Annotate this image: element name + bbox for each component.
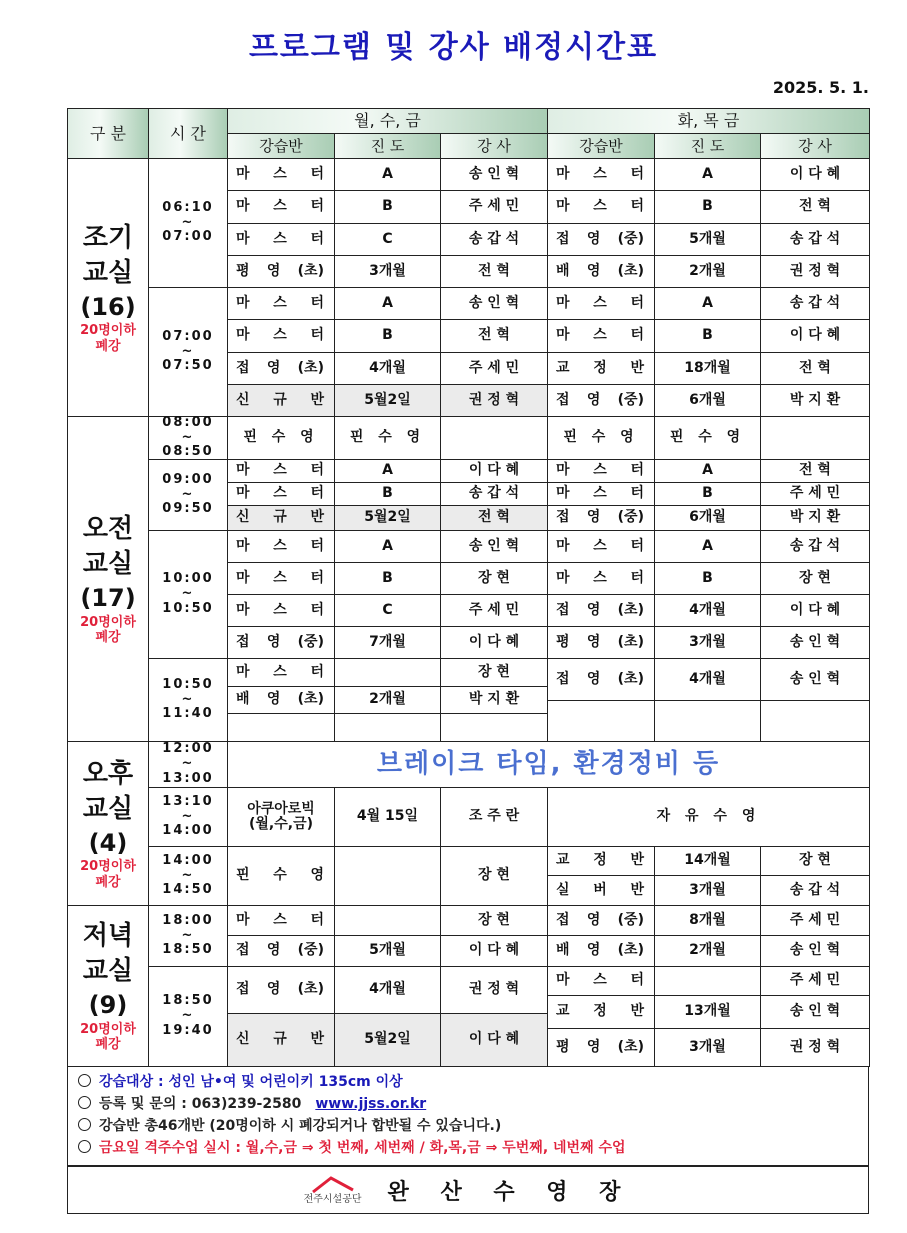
instructor: 이 다 혜: [440, 1013, 548, 1067]
class-name: 접 영 (중): [227, 935, 335, 967]
time-slot: 18:50 ~ 19:40: [148, 966, 228, 1067]
section-label: 저녁 교실 (9) 20명이하 폐강: [67, 905, 149, 1067]
instructor: 박 지 환: [440, 686, 548, 714]
progress: 3개월: [654, 626, 761, 659]
class-name: 접 영 (중): [547, 223, 655, 256]
class-name: 마 스 터: [227, 287, 335, 320]
website-link[interactable]: www.jjss.or.kr: [315, 1096, 427, 1112]
instructor: 장 현: [440, 658, 548, 687]
instructor: 이 다 혜: [440, 626, 548, 659]
class-name: 접 영 (초): [227, 352, 335, 385]
time-slot: 18:00 ~ 18:50: [148, 905, 228, 967]
class-name: 마 스 터: [547, 966, 655, 996]
instructor: 권 정 혁: [760, 1028, 870, 1067]
empty-cell: [654, 700, 761, 742]
class-name: 교 정 반: [547, 352, 655, 385]
class-name: 핀 수 영: [547, 416, 655, 460]
progress: A: [334, 530, 441, 563]
class-name: 마 스 터: [227, 562, 335, 595]
issue-date: 2025. 5. 1.: [772, 78, 869, 97]
class-name: 접 영 (초): [547, 594, 655, 627]
instructor: 송 인 혁: [760, 935, 870, 967]
class-name: 교 정 반: [547, 846, 655, 876]
section-label: 조기 교실 (16) 20명이하 폐강: [67, 158, 149, 417]
note-contact: 등록 및 문의 : 063)239-2580 www.jjss.or.kr: [78, 1093, 858, 1115]
class-name: 마 스 터: [227, 530, 335, 563]
instructor: 이 다 혜: [440, 459, 548, 483]
class-name: 마 스 터: [227, 319, 335, 353]
class-name: 평 영 (초): [547, 626, 655, 659]
progress: 4월 15일: [334, 787, 441, 847]
header-class: 강습반: [227, 133, 335, 159]
progress: 8개월: [654, 905, 761, 936]
org-logo: 전주시설공단: [304, 1176, 362, 1205]
progress: B: [334, 562, 441, 595]
class-name: 접 영 (중): [227, 626, 335, 659]
header-group-mwf: 월, 수, 금: [227, 108, 548, 134]
class-name: 접 영 (초): [227, 966, 335, 1014]
instructor: 이 다 혜: [440, 935, 548, 967]
progress: 3개월: [334, 255, 441, 288]
instructor: 송 인 혁: [440, 530, 548, 563]
instructor: [760, 416, 870, 460]
progress: A: [334, 158, 441, 191]
class-name: 마 스 터: [547, 562, 655, 595]
progress: A: [654, 287, 761, 320]
circle-bullet-icon: [78, 1096, 91, 1109]
progress: 5월2일: [334, 505, 441, 531]
header-instructor: 강 사: [760, 133, 870, 159]
class-name: 교 정 반: [547, 995, 655, 1029]
empty-cell: [334, 713, 441, 742]
header-instructor: 강 사: [440, 133, 548, 159]
class-name: 핀 수 영: [227, 846, 335, 906]
progress: [334, 846, 441, 906]
time-slot: 07:00 ~ 07:50: [148, 287, 228, 417]
progress: 3개월: [654, 875, 761, 906]
instructor: 전 혁: [440, 505, 548, 531]
header-group-ttf: 화, 목 금: [547, 108, 870, 134]
progress: 18개월: [654, 352, 761, 385]
instructor: 이 다 혜: [760, 594, 870, 627]
time-slot: 09:00 ~ 09:50: [148, 459, 228, 531]
instructor: 장 현: [760, 846, 870, 876]
progress: 4개월: [654, 658, 761, 701]
instructor: 전 혁: [760, 459, 870, 483]
progress: 2개월: [654, 255, 761, 288]
class-name: 마 스 터: [547, 319, 655, 353]
time-slot: 10:50 ~ 11:40: [148, 658, 228, 742]
progress: 6개월: [654, 505, 761, 531]
header-time: 시 간: [148, 108, 228, 159]
progress: 핀 수 영: [334, 416, 441, 460]
class-name: 신 규 반: [227, 384, 335, 417]
instructor: 전 혁: [760, 352, 870, 385]
note-target: 강습대상 : 성인 남•여 및 어린이키 135cm 이상: [78, 1071, 858, 1093]
instructor: 권 정 혁: [440, 966, 548, 1014]
instructor: 송 갑 석: [760, 223, 870, 256]
instructor: 주 세 민: [440, 594, 548, 627]
class-name: 마 스 터: [547, 482, 655, 506]
time-slot: 10:00 ~ 10:50: [148, 530, 228, 659]
progress: 14개월: [654, 846, 761, 876]
time-slot: 08:00 ~ 08:50: [148, 416, 228, 460]
section-label: 오후 교실 (4) 20명이하 폐강: [67, 741, 149, 906]
instructor: 조 주 란: [440, 787, 548, 847]
class-name: 마 스 터: [547, 530, 655, 563]
progress: 7개월: [334, 626, 441, 659]
header-progress: 진 도: [654, 133, 761, 159]
page-title: 프로그램 및 강사 배정시간표: [248, 30, 659, 65]
instructor: 장 현: [440, 905, 548, 936]
class-name: 마 스 터: [547, 287, 655, 320]
class-name: 마 스 터: [227, 482, 335, 506]
circle-bullet-icon: [78, 1074, 91, 1087]
progress: 2개월: [654, 935, 761, 967]
class-name: 핀 수 영: [227, 416, 335, 460]
progress: 4개월: [334, 966, 441, 1014]
progress: A: [334, 459, 441, 483]
progress: A: [654, 459, 761, 483]
instructor: 권 정 혁: [760, 255, 870, 288]
progress: A: [654, 158, 761, 191]
empty-cell: [227, 713, 335, 742]
empty-cell: [760, 700, 870, 742]
instructor: 주 세 민: [440, 352, 548, 385]
instructor: 박 지 환: [760, 384, 870, 417]
instructor: 송 갑 석: [440, 223, 548, 256]
progress: 5개월: [654, 223, 761, 256]
progress: B: [654, 190, 761, 224]
class-name: 접 영 (중): [547, 905, 655, 936]
instructor: 장 현: [440, 562, 548, 595]
instructor: 송 갑 석: [760, 530, 870, 563]
class-name: 신 규 반: [227, 1013, 335, 1067]
break-time: 브레이크 타임, 환경정비 등: [227, 741, 870, 788]
instructor: 권 정 혁: [440, 384, 548, 417]
header-class: 강습반: [547, 133, 655, 159]
progress: 4개월: [654, 594, 761, 627]
empty-cell: [547, 700, 655, 742]
instructor: 주 세 민: [760, 482, 870, 506]
progress: 5월2일: [334, 1013, 441, 1067]
instructor: 장 현: [440, 846, 548, 906]
notes-box: [67, 1066, 869, 1166]
class-name: 마 스 터: [547, 190, 655, 224]
class-name: 평 영 (초): [547, 1028, 655, 1067]
class-name: 신 규 반: [227, 505, 335, 531]
instructor: 송 인 혁: [440, 158, 548, 191]
progress: 5월2일: [334, 384, 441, 417]
progress: 13개월: [654, 995, 761, 1029]
circle-bullet-icon: [78, 1140, 91, 1153]
progress: [654, 966, 761, 996]
progress: B: [334, 319, 441, 353]
progress: C: [334, 594, 441, 627]
class-name: 접 영 (초): [547, 658, 655, 701]
instructor: 박 지 환: [760, 505, 870, 531]
instructor: 송 인 혁: [760, 658, 870, 701]
instructor: 송 갑 석: [440, 482, 548, 506]
free-swim: 자 유 수 영: [547, 787, 870, 847]
class-name: 마 스 터: [227, 594, 335, 627]
instructor: 송 인 혁: [760, 626, 870, 659]
progress: B: [334, 482, 441, 506]
instructor: 주 세 민: [760, 966, 870, 996]
progress: 4개월: [334, 352, 441, 385]
header-division: 구 분: [67, 108, 149, 159]
class-name: 마 스 터: [227, 459, 335, 483]
class-name: 실 버 반: [547, 875, 655, 906]
instructor: 장 현: [760, 562, 870, 595]
class-name: 마 스 터: [547, 459, 655, 483]
instructor: 송 갑 석: [760, 287, 870, 320]
class-name: 마 스 터: [227, 190, 335, 224]
class-name: 배 영 (초): [547, 935, 655, 967]
class-name: 배 영 (초): [547, 255, 655, 288]
progress: [334, 658, 441, 687]
footer: [67, 1166, 869, 1214]
instructor: 송 인 혁: [760, 995, 870, 1029]
class-name: 배 영 (초): [227, 686, 335, 714]
class-name: 마 스 터: [227, 905, 335, 936]
progress: 6개월: [654, 384, 761, 417]
class-name: 마 스 터: [227, 223, 335, 256]
time-slot: 06:10 ~ 07:00: [148, 158, 228, 288]
progress: A: [334, 287, 441, 320]
class-name: 접 영 (중): [547, 384, 655, 417]
empty-cell: [440, 713, 548, 742]
header-progress: 진 도: [334, 133, 441, 159]
class-name: 평 영 (초): [227, 255, 335, 288]
progress: 2개월: [334, 686, 441, 714]
instructor: 이 다 혜: [760, 319, 870, 353]
time-slot: 14:00 ~ 14:50: [148, 846, 228, 906]
progress: [334, 905, 441, 936]
progress: 3개월: [654, 1028, 761, 1067]
class-name: 접 영 (중): [547, 505, 655, 531]
note-friday: 금요일 격주수업 실시 : 월,수,금 ⇒ 첫 번째, 세번째 / 화,목,금 ⇒ 두번째, 네번째 수업: [78, 1137, 858, 1159]
instructor: 전 혁: [440, 255, 548, 288]
note-class-count: 강습반 총46개반 (20명이하 시 폐강되거나 합반될 수 있습니다.): [78, 1115, 858, 1137]
class-name: 마 스 터: [227, 158, 335, 191]
progress: B: [654, 562, 761, 595]
class-name: 마 스 터: [547, 158, 655, 191]
circle-bullet-icon: [78, 1118, 91, 1131]
instructor: [440, 416, 548, 460]
facility-name: 완 산 수 영 장: [387, 1179, 633, 1205]
progress: 핀 수 영: [654, 416, 761, 460]
instructor: 전 혁: [760, 190, 870, 224]
time-slot: 13:10 ~ 14:00: [148, 787, 228, 847]
section-label: 오전 교실 (17) 20명이하 폐강: [67, 416, 149, 742]
progress: B: [654, 319, 761, 353]
instructor: 송 인 혁: [440, 287, 548, 320]
instructor: 주 세 민: [760, 905, 870, 936]
instructor: 전 혁: [440, 319, 548, 353]
class-name: 마 스 터: [227, 658, 335, 687]
progress: A: [654, 530, 761, 563]
progress: C: [334, 223, 441, 256]
instructor: 주 세 민: [440, 190, 548, 224]
class-name: 아쿠아로빅 (월,수,금): [227, 787, 335, 847]
time-slot: 12:00 ~ 13:00: [148, 741, 228, 788]
instructor: 송 갑 석: [760, 875, 870, 906]
progress: B: [654, 482, 761, 506]
progress: 5개월: [334, 935, 441, 967]
progress: B: [334, 190, 441, 224]
instructor: 이 다 혜: [760, 158, 870, 191]
